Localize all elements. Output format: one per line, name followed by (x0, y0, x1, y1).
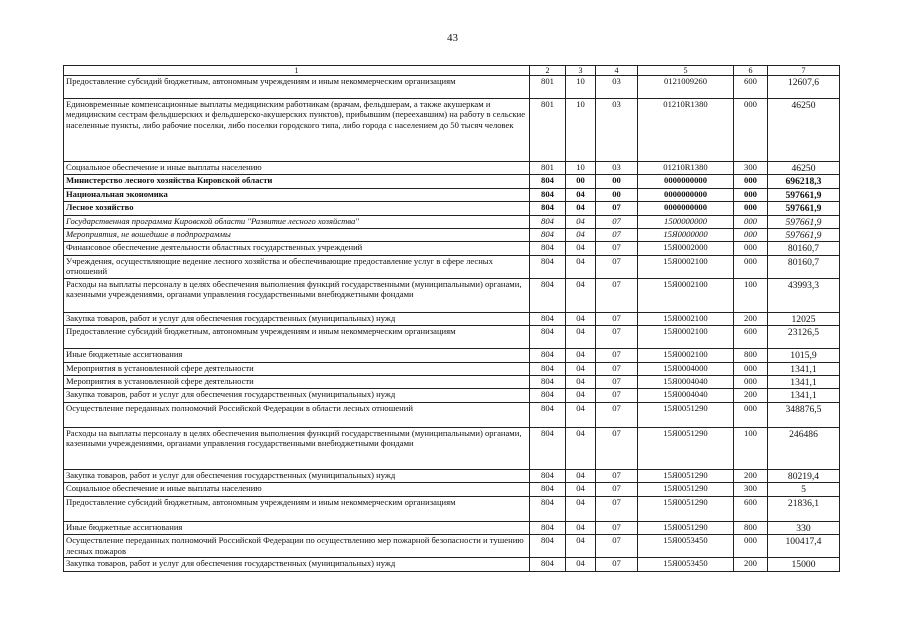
section-cell: 804 (530, 362, 566, 375)
subsection-cell: 04 (566, 202, 596, 215)
expense-type-cell: 000 (734, 202, 768, 215)
target-article-cell: 15Я0002100 (638, 349, 734, 362)
table-row (64, 402, 840, 427)
section-cell: 804 (530, 496, 566, 521)
section-cell: 801 (530, 99, 566, 162)
subsection-cell: 04 (566, 521, 596, 534)
amount-cell: 23126,5 (768, 326, 840, 349)
section-cell: 801 (530, 76, 566, 99)
row-name-cell: Учреждения, осуществляющие ведение лесного хозяйства и обеспечивающие предоставление услуг в сфере лесных отношений (64, 255, 530, 278)
subsection2-cell: 07 (596, 349, 638, 362)
target-article-cell: 15Я0004040 (638, 389, 734, 402)
subsection2-cell: 03 (596, 76, 638, 99)
row-name-cell: Мероприятия в установленной сфере деятельности (64, 376, 530, 389)
row-name-cell: Предоставление субсидий бюджетным, автономным учреждениям и иным некоммерческим организациям (64, 76, 530, 99)
table-row (64, 483, 840, 496)
amount-cell: 1341,1 (768, 389, 840, 402)
subsection2-cell: 07 (596, 215, 638, 228)
subsection-cell: 04 (566, 326, 596, 349)
row-name-cell: Предоставление субсидий бюджетным, автономным учреждениям и иным некоммерческим организациям (64, 496, 530, 521)
row-name-cell: Единовременные компенсационные выплаты медицинским работникам (врачам, фельдшерам, а также акушеркам и медицинским сестрам фельдшерских и фельдшерско-акушерских пунктов), прибывшим (переехавшим) на работу в сельские населенные пункты, либо рабочие поселки, либо поселки городского типа, либо города с населением до 50 тысяч человек (64, 99, 530, 162)
expense-type-cell: 000 (734, 402, 768, 427)
row-name-cell: Иные бюджетные ассигнования (64, 521, 530, 534)
expense-type-cell: 000 (734, 362, 768, 375)
subsection-cell: 04 (566, 483, 596, 496)
section-cell: 804 (530, 427, 566, 469)
subsection-cell: 04 (566, 389, 596, 402)
row-name-cell: Расходы на выплаты персоналу в целях обеспечения выполнения функций государственными (муниципальными) органами, казенными учреждениями, органами управления государственными внебюджетными фондами (64, 278, 530, 312)
subsection2-cell: 07 (596, 229, 638, 242)
amount-cell: 1015,9 (768, 349, 840, 362)
section-cell: 804 (530, 376, 566, 389)
section-cell: 804 (530, 278, 566, 312)
row-name-cell: Закупка товаров, работ и услуг для обеспечения государственных (муниципальных) нужд (64, 312, 530, 325)
subsection2-cell: 07 (596, 535, 638, 558)
section-cell: 804 (530, 215, 566, 228)
target-article-cell: 0000000000 (638, 202, 734, 215)
header-cell: 5 (638, 66, 734, 76)
row-name-cell: Закупка товаров, работ и услуг для обеспечения государственных (муниципальных) нужд (64, 558, 530, 571)
table-row (64, 242, 840, 255)
table-row (64, 558, 840, 571)
subsection-cell: 04 (566, 427, 596, 469)
expense-type-cell: 600 (734, 496, 768, 521)
target-article-cell: 15Я0002100 (638, 278, 734, 312)
subsection-cell: 04 (566, 402, 596, 427)
target-article-cell: 15Я0004000 (638, 362, 734, 375)
subsection-cell: 04 (566, 496, 596, 521)
target-article-cell: 15Я0051290 (638, 521, 734, 534)
amount-cell: 597661,9 (768, 188, 840, 201)
subsection2-cell: 07 (596, 376, 638, 389)
table-row (64, 99, 840, 162)
table-row (64, 202, 840, 215)
table-header-row (64, 66, 840, 76)
amount-cell: 597661,9 (768, 215, 840, 228)
expense-type-cell: 800 (734, 349, 768, 362)
expense-type-cell: 200 (734, 469, 768, 482)
row-name-cell: Закупка товаров, работ и услуг для обеспечения государственных (муниципальных) нужд (64, 469, 530, 482)
amount-cell: 46250 (768, 162, 840, 175)
section-cell: 801 (530, 162, 566, 175)
header-cell: 3 (566, 66, 596, 76)
target-article-cell: 15Я0051290 (638, 469, 734, 482)
subsection2-cell: 07 (596, 427, 638, 469)
subsection-cell: 04 (566, 188, 596, 201)
expense-type-cell: 300 (734, 162, 768, 175)
subsection-cell: 04 (566, 535, 596, 558)
amount-cell: 80160,7 (768, 255, 840, 278)
header-cell: 2 (530, 66, 566, 76)
expense-type-cell: 100 (734, 427, 768, 469)
table-row (64, 255, 840, 278)
section-cell: 804 (530, 255, 566, 278)
row-name-cell: Социальное обеспечение и иные выплаты населению (64, 162, 530, 175)
table-row (64, 349, 840, 362)
amount-cell: 12607,6 (768, 76, 840, 99)
amount-cell: 597661,9 (768, 202, 840, 215)
target-article-cell: 1500000000 (638, 215, 734, 228)
subsection2-cell: 07 (596, 242, 638, 255)
subsection2-cell: 00 (596, 175, 638, 188)
expense-type-cell: 200 (734, 312, 768, 325)
amount-cell: 21836,1 (768, 496, 840, 521)
subsection2-cell: 07 (596, 312, 638, 325)
table-row (64, 376, 840, 389)
table-row (64, 535, 840, 558)
amount-cell: 696218,3 (768, 175, 840, 188)
section-cell: 804 (530, 188, 566, 201)
row-name-cell: Закупка товаров, работ и услуг для обеспечения государственных (муниципальных) нужд (64, 389, 530, 402)
expense-type-cell: 200 (734, 389, 768, 402)
section-cell: 804 (530, 535, 566, 558)
subsection-cell: 04 (566, 242, 596, 255)
row-name-cell: Осуществление переданных полномочий Российской Федерации по осуществлению мер пожарной безопасности и тушению лесных пожаров (64, 535, 530, 558)
expense-type-cell: 000 (734, 215, 768, 228)
target-article-cell: 15Я0002000 (638, 242, 734, 255)
target-article-cell: 15Я0053450 (638, 558, 734, 571)
amount-cell: 246486 (768, 427, 840, 469)
table-row (64, 162, 840, 175)
amount-cell: 5 (768, 483, 840, 496)
subsection-cell: 04 (566, 362, 596, 375)
expense-type-cell: 000 (734, 242, 768, 255)
row-name-cell: Государственная программа Кировской области "Развитие лесного хозяйства" (64, 215, 530, 228)
row-name-cell: Социальное обеспечение и иные выплаты населению (64, 483, 530, 496)
subsection-cell: 04 (566, 278, 596, 312)
row-name-cell: Иные бюджетные ассигнования (64, 349, 530, 362)
subsection-cell: 10 (566, 162, 596, 175)
amount-cell: 80219,4 (768, 469, 840, 482)
target-article-cell: 15Я0004040 (638, 376, 734, 389)
table-row (64, 188, 840, 201)
expense-type-cell: 200 (734, 558, 768, 571)
expense-type-cell: 000 (734, 229, 768, 242)
expense-type-cell: 000 (734, 255, 768, 278)
amount-cell: 43993,3 (768, 278, 840, 312)
subsection-cell: 04 (566, 312, 596, 325)
amount-cell: 597661,9 (768, 229, 840, 242)
row-name-cell: Мероприятия в установленной сфере деятельности (64, 362, 530, 375)
section-cell: 804 (530, 469, 566, 482)
target-article-cell: 15Я0051290 (638, 483, 734, 496)
table-row (64, 389, 840, 402)
expense-type-cell: 100 (734, 278, 768, 312)
table-row (64, 326, 840, 349)
table-row (64, 229, 840, 242)
subsection-cell: 04 (566, 469, 596, 482)
subsection-cell: 04 (566, 349, 596, 362)
expense-type-cell: 000 (734, 99, 768, 162)
subsection-cell: 00 (566, 175, 596, 188)
table-row (64, 215, 840, 228)
amount-cell: 46250 (768, 99, 840, 162)
section-cell: 804 (530, 202, 566, 215)
section-cell: 804 (530, 558, 566, 571)
subsection2-cell: 07 (596, 558, 638, 571)
page-number: 43 (447, 32, 458, 44)
target-article-cell: 15Я0051290 (638, 427, 734, 469)
target-article-cell: 0121009260 (638, 76, 734, 99)
section-cell: 804 (530, 229, 566, 242)
section-cell: 804 (530, 242, 566, 255)
subsection2-cell: 07 (596, 521, 638, 534)
amount-cell: 330 (768, 521, 840, 534)
budget-table (63, 65, 840, 572)
amount-cell: 348876,5 (768, 402, 840, 427)
row-name-cell: Финансовое обеспечение деятельности областных государственных учреждений (64, 242, 530, 255)
header-cell: 1 (64, 66, 530, 76)
header-cell: 6 (734, 66, 768, 76)
subsection2-cell: 07 (596, 326, 638, 349)
amount-cell: 1341,1 (768, 362, 840, 375)
target-article-cell: 0000000000 (638, 175, 734, 188)
expense-type-cell: 000 (734, 376, 768, 389)
target-article-cell: 15Я0002100 (638, 326, 734, 349)
target-article-cell: 15Я0053450 (638, 535, 734, 558)
table-row (64, 76, 840, 99)
subsection2-cell: 07 (596, 483, 638, 496)
section-cell: 804 (530, 483, 566, 496)
subsection-cell: 10 (566, 99, 596, 162)
section-cell: 804 (530, 326, 566, 349)
table-row (64, 521, 840, 534)
expense-type-cell: 000 (734, 175, 768, 188)
subsection2-cell: 07 (596, 389, 638, 402)
amount-cell: 100417,4 (768, 535, 840, 558)
subsection2-cell: 07 (596, 402, 638, 427)
subsection-cell: 04 (566, 215, 596, 228)
target-article-cell: 15Я0000000 (638, 229, 734, 242)
amount-cell: 15000 (768, 558, 840, 571)
table-row (64, 175, 840, 188)
subsection-cell: 04 (566, 255, 596, 278)
section-cell: 804 (530, 402, 566, 427)
subsection-cell: 04 (566, 376, 596, 389)
header-cell: 4 (596, 66, 638, 76)
section-cell: 804 (530, 389, 566, 402)
row-name-cell: Национальная экономика (64, 188, 530, 201)
subsection-cell: 04 (566, 558, 596, 571)
target-article-cell: 15Я0051290 (638, 402, 734, 427)
table-row (64, 312, 840, 325)
expense-type-cell: 800 (734, 521, 768, 534)
expense-type-cell: 300 (734, 483, 768, 496)
section-cell: 804 (530, 175, 566, 188)
subsection2-cell: 07 (596, 362, 638, 375)
row-name-cell: Предоставление субсидий бюджетным, автономным учреждениям и иным некоммерческим организациям (64, 326, 530, 349)
row-name-cell: Лесное хозяйство (64, 202, 530, 215)
section-cell: 804 (530, 312, 566, 325)
subsection2-cell: 07 (596, 255, 638, 278)
target-article-cell: 0000000000 (638, 188, 734, 201)
header-cell: 7 (768, 66, 840, 76)
target-article-cell: 15Я0051290 (638, 496, 734, 521)
amount-cell: 12025 (768, 312, 840, 325)
target-article-cell: 01210R1380 (638, 162, 734, 175)
subsection-cell: 04 (566, 229, 596, 242)
table-row (64, 427, 840, 469)
target-article-cell: 15Я0002100 (638, 255, 734, 278)
expense-type-cell: 000 (734, 188, 768, 201)
table-row (64, 362, 840, 375)
amount-cell: 80160,7 (768, 242, 840, 255)
table-row (64, 469, 840, 482)
expense-type-cell: 600 (734, 326, 768, 349)
subsection2-cell: 07 (596, 278, 638, 312)
section-cell: 804 (530, 349, 566, 362)
target-article-cell: 15Я0002100 (638, 312, 734, 325)
table-row (64, 278, 840, 312)
table-row (64, 496, 840, 521)
subsection2-cell: 03 (596, 99, 638, 162)
subsection2-cell: 07 (596, 202, 638, 215)
row-name-cell: Расходы на выплаты персоналу в целях обеспечения выполнения функций государственными (муниципальными) органами, казенными учреждениями, органами управления государственными внебюджетными фондами (64, 427, 530, 469)
subsection-cell: 10 (566, 76, 596, 99)
subsection2-cell: 03 (596, 162, 638, 175)
subsection2-cell: 07 (596, 496, 638, 521)
row-name-cell: Осуществление переданных полномочий Российской Федерации в области лесных отношений (64, 402, 530, 427)
target-article-cell: 01210R1380 (638, 99, 734, 162)
expense-type-cell: 600 (734, 76, 768, 99)
section-cell: 804 (530, 521, 566, 534)
row-name-cell: Мероприятия, не вошедшие в подпрограммы (64, 229, 530, 242)
amount-cell: 1341,1 (768, 376, 840, 389)
subsection2-cell: 07 (596, 469, 638, 482)
row-name-cell: Министерство лесного хозяйства Кировской области (64, 175, 530, 188)
expense-type-cell: 000 (734, 535, 768, 558)
subsection2-cell: 00 (596, 188, 638, 201)
